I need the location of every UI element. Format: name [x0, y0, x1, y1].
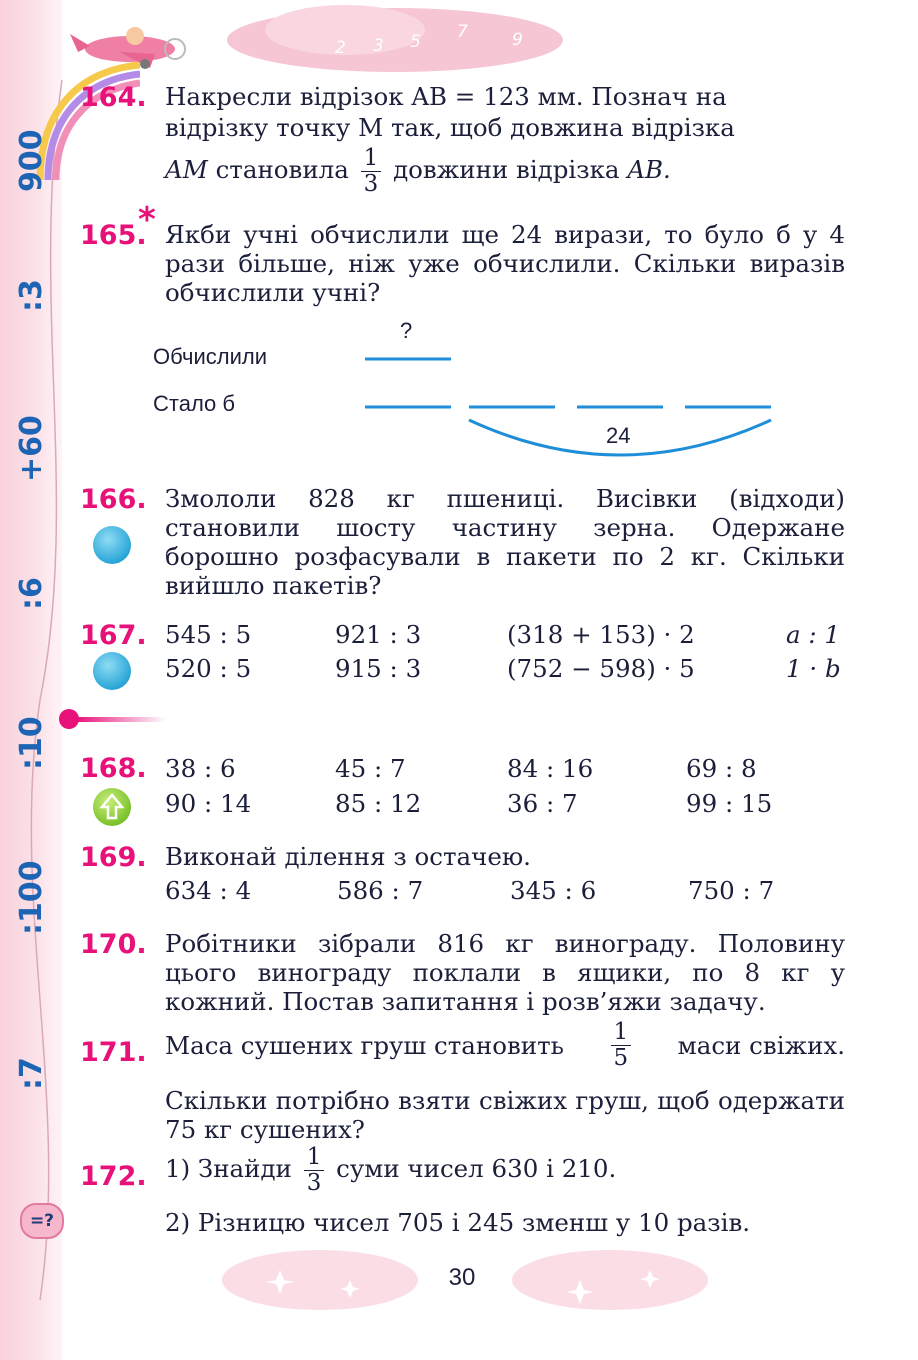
scheme-brace-label: 24	[606, 423, 631, 448]
task-170-text: Робітники зібрали 816 кг винограду. Половину цього винограду поклали в ящики, по 8 кг у кожний. Постав запитання і розв’яжи задачу.	[165, 929, 845, 1016]
bottom-cloud-right	[510, 1240, 710, 1320]
expression: a : 1	[786, 620, 841, 649]
marker-line	[76, 717, 166, 722]
task-number-167: 167.	[80, 620, 147, 651]
text-fragment: маси свіжих.	[677, 1031, 845, 1060]
scheme-row-computed: Обчислили	[153, 344, 267, 369]
star-mark: *	[138, 200, 156, 240]
equals-question-badge: =?	[20, 1203, 64, 1239]
task-number-172: 172.	[80, 1161, 147, 1192]
margin-label: :6	[14, 577, 49, 610]
expression: 69 : 8	[686, 754, 757, 783]
expression: 36 : 7	[507, 789, 578, 818]
task-171-text: Скільки потрібно взяти свіжих груш, щоб одержати 75 кг сушених?	[165, 1086, 845, 1144]
segment-am: AM	[165, 155, 208, 184]
cloud-digit: 5	[410, 32, 421, 52]
top-cloud-decoration	[225, 0, 565, 75]
expression: 38 : 6	[165, 754, 236, 783]
text-fragment: Маса сушених груш становить	[165, 1031, 564, 1060]
expression: 90 : 14	[165, 789, 252, 818]
expression: 921 : 3	[335, 620, 422, 649]
airplane-icon	[60, 14, 190, 74]
margin-label: :100	[14, 860, 49, 935]
expression: 99 : 15	[686, 789, 773, 818]
fraction-numerator: 1	[611, 1020, 632, 1046]
task-166-text: Змололи 828 кг пшениці. Висівки (відходи) становили шосту частину зерна. Одержане борошно розфасували в пакети по 2 кг. Скільки вийшло пакетів?	[165, 484, 845, 600]
bottom-cloud-left	[220, 1240, 420, 1320]
puzzle-icon	[93, 652, 131, 690]
expression: 85 : 12	[335, 789, 422, 818]
margin-label: :10	[14, 716, 49, 770]
task-number-165: 165.	[80, 220, 147, 251]
scheme-row-would-be: Стало б	[153, 391, 235, 416]
margin-curve-decoration	[0, 0, 100, 1360]
segment-ab: AB.	[627, 155, 671, 184]
cloud-digit: 3	[373, 36, 384, 56]
task-number-164: 164.	[80, 82, 147, 113]
expression: (318 + 153) · 2	[507, 620, 695, 649]
margin-label: 900	[14, 129, 49, 192]
expression: 1 · b	[786, 654, 841, 683]
text-fragment: довжини відрізка	[393, 155, 620, 184]
expression: 586 : 7	[337, 876, 424, 905]
task-172-line-2: 2) Різницю чисел 705 і 245 зменш у 10 разів.	[165, 1208, 751, 1237]
task-164-line-2: відрізку точку M так, щоб довжина відрізка	[165, 113, 735, 142]
page-number: 30	[448, 1264, 476, 1291]
fraction-numerator: 1	[361, 146, 382, 172]
fraction-denominator: 3	[306, 1170, 322, 1196]
expression: 84 : 16	[507, 754, 594, 783]
text-fragment: становила	[215, 155, 349, 184]
expression: 634 : 4	[165, 876, 252, 905]
cloud-digit: 9	[512, 30, 523, 50]
expression: 520 : 5	[165, 654, 252, 683]
task-number-169: 169.	[80, 842, 147, 873]
fraction-one-third	[361, 146, 382, 197]
fraction-denominator: 5	[613, 1045, 629, 1071]
arrow-up-icon	[93, 788, 131, 826]
task-169-title: Виконай ділення з остачею.	[165, 842, 531, 871]
text-fragment: суми чисел 630 і 210.	[336, 1154, 617, 1183]
expression: 45 : 7	[335, 754, 406, 783]
fraction-denominator: 3	[363, 171, 379, 197]
expression: 345 : 6	[510, 876, 597, 905]
expression: (752 − 598) · 5	[507, 654, 695, 683]
task-number-168: 168.	[80, 753, 147, 784]
cloud-digit: 2	[335, 38, 346, 58]
segment-scheme	[355, 340, 785, 470]
task-number-170: 170.	[80, 929, 147, 960]
scheme-question: ?	[400, 318, 413, 343]
task-164-line-3	[165, 146, 671, 197]
fraction-one-third	[304, 1145, 325, 1196]
task-172-line-1	[165, 1145, 616, 1196]
task-165-text: Якби учні обчислили ще 24 вирази, то було б у 4 рази більше, ніж уже обчислили. Скільки виразів обчислили учні?	[165, 220, 845, 307]
task-number-171: 171.	[80, 1037, 147, 1068]
margin-label: :7	[14, 1057, 49, 1090]
expression: 545 : 5	[165, 620, 252, 649]
task-171-line-1	[165, 1020, 845, 1071]
text-fragment: 1) Знайди	[165, 1154, 292, 1183]
expression: 915 : 3	[335, 654, 422, 683]
margin-label: :3	[14, 279, 49, 312]
cloud-digit: 7	[457, 22, 468, 42]
task-164-line-1: Накресли відрізок AB = 123 мм. Познач на	[165, 82, 727, 111]
fraction-one-fifth	[611, 1020, 632, 1071]
task-number-166: 166.	[80, 484, 147, 515]
fraction-numerator: 1	[304, 1145, 325, 1171]
margin-label: +60	[14, 415, 49, 482]
expression: 750 : 7	[688, 876, 775, 905]
puzzle-icon	[93, 526, 131, 564]
